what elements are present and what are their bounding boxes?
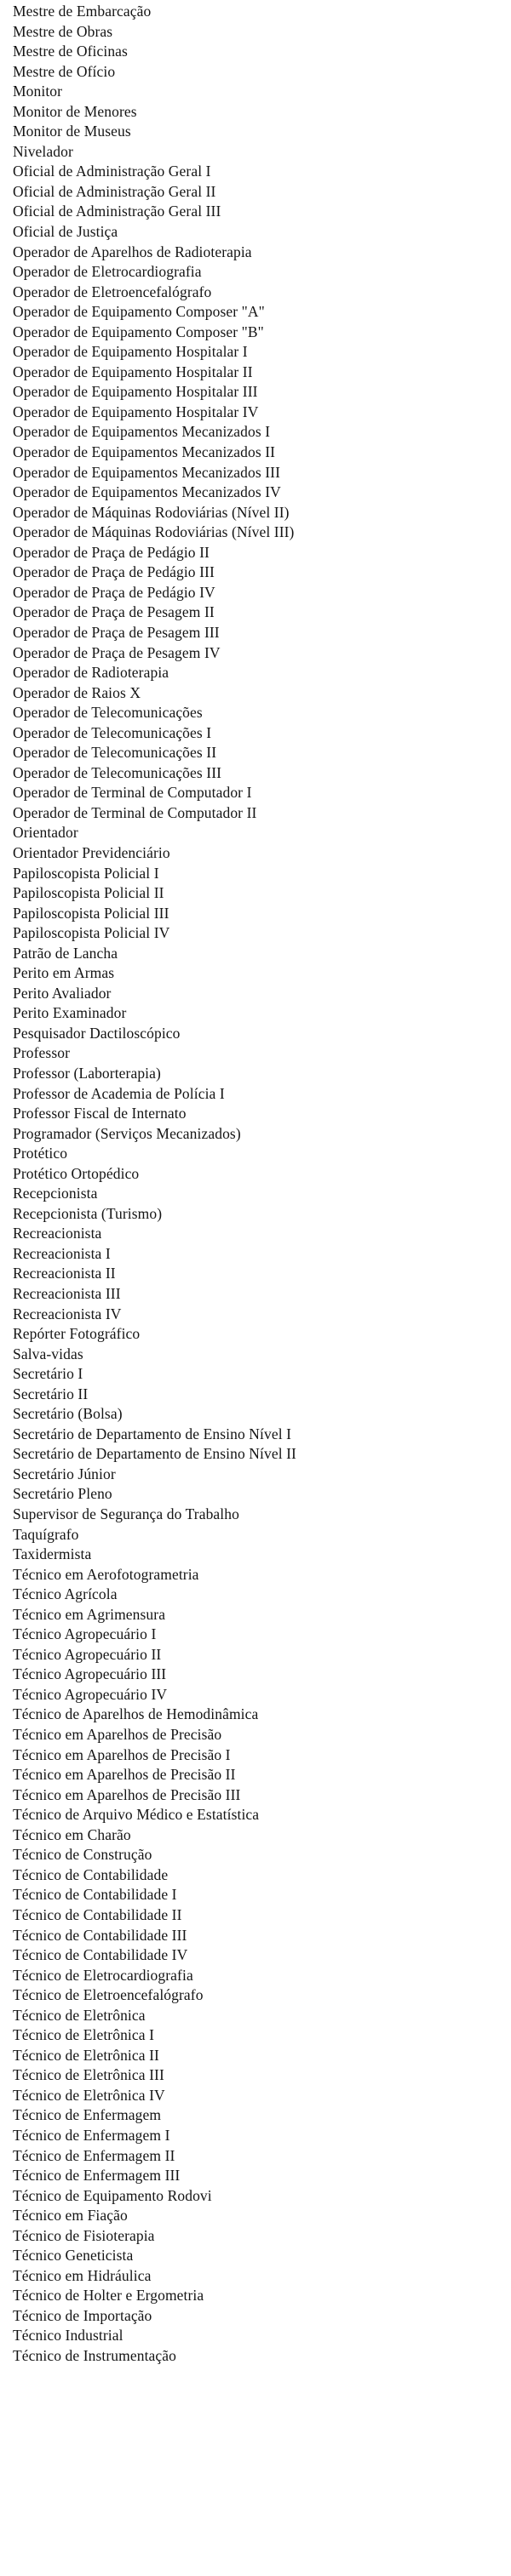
job-title-entry: Professor Fiscal de Internato <box>13 1105 187 1122</box>
job-title-entry: Técnico de Holter e Ergometria <box>13 2287 204 2305</box>
job-title-entry: Recreacionista IV <box>13 1305 122 1322</box>
job-title-entry: Técnico Agropecuário IV <box>13 1685 168 1703</box>
job-title-entry: Operador de Aparelhos de Radioterapia <box>13 243 252 260</box>
job-title-entry: Recreacionista III <box>13 1285 121 1302</box>
job-title-entry: Operador de Equipamento Composer "B" <box>13 323 264 340</box>
job-title-entry: Patrão de Lancha <box>13 944 118 962</box>
job-title-entry: Técnico Geneticista <box>13 2247 134 2265</box>
job-title-entry: Técnico em Aerofotogrametria <box>13 1565 199 1583</box>
job-title-entry: Mestre de Embarcação <box>13 3 152 20</box>
job-title-entry: Oficial de Administração Geral II <box>13 182 216 200</box>
job-title-entry: Orientador <box>13 824 78 842</box>
job-title-entry: Técnico em Aparelhos de Precisão I <box>13 1745 231 1763</box>
job-title-entry: Operador de Telecomunicações I <box>13 723 212 741</box>
job-title-entry: Técnico de Eletrônica IV <box>13 2086 165 2104</box>
job-title-entry: Técnico de Eletroencefalógrafo <box>13 1986 204 2004</box>
job-title-entry: Operador de Equipamento Hospitalar I <box>13 343 248 361</box>
job-title-entry: Operador de Máquinas Rodoviárias (Nível II) <box>13 503 290 521</box>
job-title-entry: Operador de Eletroencefalógrafo <box>13 283 212 300</box>
job-title-entry: Técnico de Construção <box>13 1846 152 1864</box>
job-title-entry: Técnico de Contabilidade III <box>13 1926 187 1944</box>
job-title-entry: Oficial de Justiça <box>13 223 118 241</box>
job-title-entry: Operador de Telecomunicações II <box>13 744 217 762</box>
job-title-entry: Técnico de Contabilidade <box>13 1865 169 1883</box>
job-title-entry: Técnico de Enfermagem <box>13 2106 162 2124</box>
job-title-entry: Técnico Industrial <box>13 2327 123 2345</box>
job-title-entry: Técnico em Aparelhos de Precisão III <box>13 1785 241 1803</box>
job-title-entry: Monitor <box>13 83 63 100</box>
job-title-entry: Técnico de Eletrônica III <box>13 2066 164 2084</box>
job-title-entry: Orientador Previdenciário <box>13 843 170 861</box>
job-title-entry: Operador de Telecomunicações III <box>13 763 222 781</box>
job-title-entry: Operador de Praça de Pesagem IV <box>13 643 221 661</box>
job-title-entry: Professor de Academia de Polícia I <box>13 1084 225 1102</box>
job-title-entry: Operador de Equipamento Hospitalar III <box>13 383 258 401</box>
job-title-entry: Técnico em Charão <box>13 1825 131 1843</box>
job-title-entry: Técnico em Hidráulica <box>13 2266 152 2284</box>
job-title-entry: Técnico de Eletrônica <box>13 2006 146 2024</box>
job-title-entry: Oficial de Administração Geral I <box>13 163 211 180</box>
job-title-entry: Técnico de Instrumentação <box>13 2346 176 2364</box>
job-title-entry: Secretário de Departamento de Ensino Nível II <box>13 1445 296 1463</box>
job-title-entry: Oficial de Administração Geral III <box>13 203 221 220</box>
job-title-entry: Taxidermista <box>13 1545 92 1563</box>
job-title-entry: Secretário de Departamento de Ensino Nível I <box>13 1425 292 1442</box>
job-title-entry: Operador de Praça de Pedágio IV <box>13 583 215 601</box>
job-title-entry: Técnico de Eletrocardiografia <box>13 1966 193 1984</box>
job-title-entry: Operador de Equipamentos Mecanizados I <box>13 423 271 441</box>
job-title-entry: Operador de Praça de Pesagem III <box>13 623 220 641</box>
job-title-entry: Papiloscopista Policial II <box>13 884 164 902</box>
job-title-entry: Recepcionista (Turismo) <box>13 1204 163 1222</box>
job-title-entry: Salva-vidas <box>13 1345 83 1362</box>
job-title-entry: Nivelador <box>13 142 73 160</box>
job-title-entry: Técnico de Aparelhos de Hemodinâmica <box>13 1705 259 1723</box>
job-title-entry: Técnico Agropecuário I <box>13 1625 157 1643</box>
job-title-entry: Secretário I <box>13 1365 83 1383</box>
job-title-entry: Operador de Terminal de Computador I <box>13 784 252 802</box>
job-title-entry: Técnico em Fiação <box>13 2207 128 2225</box>
job-title-entry: Papiloscopista Policial III <box>13 904 169 922</box>
job-title-entry: Operador de Equipamentos Mecanizados IV <box>13 483 281 501</box>
job-title-entry: Técnico Agropecuário III <box>13 1665 167 1683</box>
job-title-entry: Operador de Radioterapia <box>13 664 169 682</box>
job-title-entry: Operador de Terminal de Computador II <box>13 803 257 821</box>
job-title-entry: Monitor de Museus <box>13 123 131 140</box>
job-title-entry: Professor (Laborterapia) <box>13 1064 161 1082</box>
job-title-entry: Técnico em Aparelhos de Precisão II <box>13 1766 236 1784</box>
job-title-entry: Operador de Equipamento Composer "A" <box>13 303 265 321</box>
job-title-entry: Supervisor de Segurança do Trabalho <box>13 1505 239 1523</box>
job-title-entry: Mestre de Ofício <box>13 62 116 80</box>
job-title-entry: Operador de Praça de Pesagem II <box>13 603 215 621</box>
job-title-entry: Pesquisador Dactiloscópico <box>13 1024 181 1042</box>
job-title-entry: Operador de Equipamentos Mecanizados II <box>13 443 276 461</box>
job-title-entry: Técnico de Eletrônica I <box>13 2026 155 2044</box>
job-title-entry: Operador de Equipamento Hospitalar IV <box>13 403 259 420</box>
job-title-entry: Técnico Agropecuário II <box>13 1645 162 1663</box>
job-title-entry: Técnico Agrícola <box>13 1585 118 1603</box>
job-title-entry: Técnico de Importação <box>13 2306 152 2324</box>
job-title-entry: Secretário Pleno <box>13 1485 112 1503</box>
job-title-entry: Papiloscopista Policial IV <box>13 924 170 942</box>
job-title-entry: Perito Examinador <box>13 1004 127 1022</box>
job-title-entry: Professor <box>13 1044 71 1062</box>
job-title-entry: Técnico de Enfermagem III <box>13 2167 181 2185</box>
job-title-entry: Operador de Praça de Pedágio III <box>13 563 215 581</box>
job-title-entry: Monitor de Menores <box>13 102 137 120</box>
job-title-entry: Programador (Serviços Mecanizados) <box>13 1124 241 1142</box>
job-title-entry: Secretário Júnior <box>13 1465 116 1482</box>
job-title-entry: Protético <box>13 1145 68 1162</box>
job-title-entry: Técnico de Contabilidade II <box>13 1905 182 1923</box>
job-title-entry: Técnico de Eletrônica II <box>13 2046 159 2064</box>
job-title-entry: Recreacionista I <box>13 1244 111 1262</box>
job-title-entry: Mestre de Obras <box>13 22 113 40</box>
job-title-entry: Recepcionista <box>13 1185 98 1202</box>
job-title-entry: Mestre de Oficinas <box>13 43 128 60</box>
job-title-entry: Operador de Equipamento Hospitalar II <box>13 363 253 380</box>
job-title-entry: Técnico de Arquivo Médico e Estatística <box>13 1806 260 1824</box>
job-title-entry: Técnico de Equipamento Rodovi <box>13 2186 212 2204</box>
job-title-list <box>13 2 507 2367</box>
job-title-entry: Técnico de Contabilidade I <box>13 1886 177 1904</box>
job-title-entry: Operador de Raios X <box>13 683 141 701</box>
job-title-entry: Taquígrafo <box>13 1525 79 1543</box>
job-title-entry: Técnico em Aparelhos de Precisão <box>13 1726 222 1744</box>
job-title-entry: Operador de Máquinas Rodoviárias (Nível III) <box>13 523 295 541</box>
job-title-entry: Técnico de Fisioterapia <box>13 2226 155 2244</box>
job-title-entry: Protético Ortopédico <box>13 1164 140 1182</box>
job-title-entry: Operador de Telecomunicações <box>13 704 203 722</box>
job-title-entry: Perito Avaliador <box>13 984 112 1002</box>
job-title-entry: Secretário II <box>13 1385 89 1402</box>
job-title-entry: Operador de Praça de Pedágio II <box>13 543 210 561</box>
job-title-entry: Operador de Eletrocardiografia <box>13 263 202 281</box>
job-title-entry: Técnico de Enfermagem I <box>13 2126 170 2144</box>
job-title-entry: Técnico de Enfermagem II <box>13 2146 175 2164</box>
job-title-entry: Secretário (Bolsa) <box>13 1405 123 1423</box>
job-title-entry: Recreacionista II <box>13 1265 116 1282</box>
job-title-entry: Operador de Equipamentos Mecanizados III <box>13 463 281 481</box>
job-title-entry: Repórter Fotográfico <box>13 1325 141 1343</box>
job-title-entry: Recreacionista <box>13 1225 102 1242</box>
job-title-entry: Papiloscopista Policial I <box>13 864 159 882</box>
job-title-entry: Técnico de Contabilidade IV <box>13 1946 188 1964</box>
job-title-entry: Técnico em Agrimensura <box>13 1605 166 1623</box>
job-title-entry: Perito em Armas <box>13 964 115 982</box>
